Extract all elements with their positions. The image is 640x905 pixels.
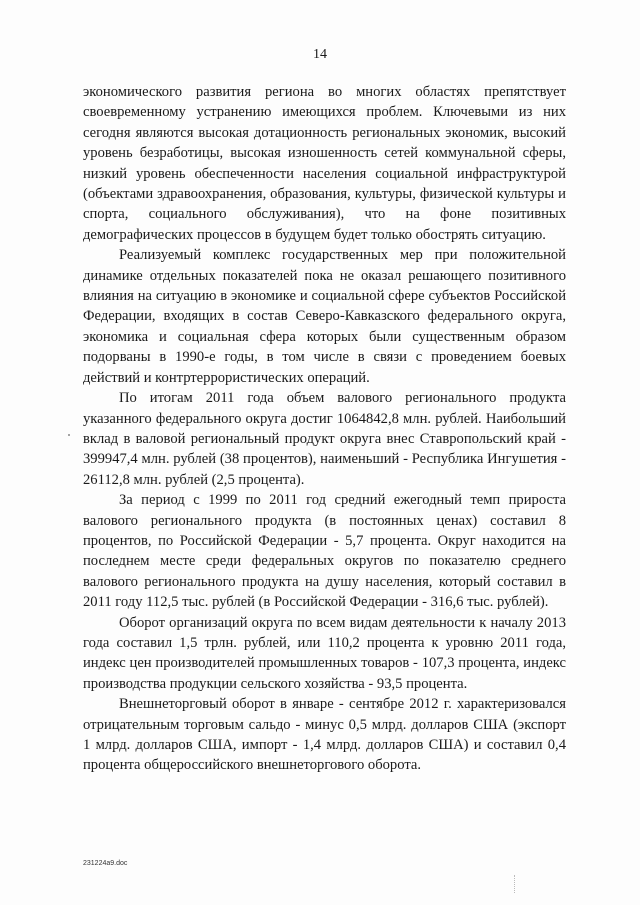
paragraph-continuation: экономического развития региона во многих областях препятствует своевременному устранению имеющихся проблем. Ключевыми из них сегодня являются высокая дотационность региональных экономик, высокий уровень безработицы, высокая изношенность сетей коммунальной сферы, низкий уровень обеспеченности населения социальной инфраструктурой (объектами здравоохранения, образования, культуры, физической культуры и спорта, социального обслуживания), что на фоне позитивных демографических процессов в будущем будет только обострять ситуацию. <box>83 84 566 243</box>
paragraph-foreign-trade: Внешнеторговый оборот в январе - сентябре 2012 г. характеризовался отрицательным торговым сальдо - минус 0,5 млрд. долларов США (экспорт 1 млрд. долларов США, импорт - 1,4 млрд. долларов США) и составил 0,4 процента общероссийского внешнеторгового оборота. <box>83 696 566 774</box>
margin-dot <box>68 434 70 436</box>
scan-mark <box>514 875 521 893</box>
document-body <box>83 82 566 776</box>
paragraph-turnover: Оборот организаций округа по всем видам деятельности к началу 2013 года составил 1,5 трлн. рублей, или 110,2 процента к уровню 2011 года, индекс цен производителей промышленных товаров - 107,3 процента, индекс производства продукции сельского хозяйства - 93,5 процента. <box>83 614 566 692</box>
paragraph-growth-rate: За период с 1999 по 2011 год средний ежегодный темп прироста валового регионального продукта (в постоянных ценах) составил 8 процентов, по Российской Федерации - 5,7 процента. Округ находится на последнем месте среди федеральных округов по показателю среднего валового регионального продукта на душу населения, который составил в 2011 году 112,5 тыс. рублей (в Российской Федерации - 316,6 тыс. рублей). <box>83 492 566 611</box>
paragraph-state-measures: Реализуемый комплекс государственных мер при положительной динамике отдельных показателей пока не оказал решающего позитивного влияния на ситуацию в экономике и социальной сфере субъектов Российской Федерации, входящих в состав Северо-Кавказского федерального округа, экономика и социальная сфера которых были существенным образом подорваны в 1990-е годы, в том числе в связи с проведением боевых действий и контртеррористических операций. <box>83 247 566 386</box>
file-name-footer: 231224a9.doc <box>83 860 128 867</box>
paragraph-grp-2011: По итогам 2011 года объем валового регионального продукта указанного федерального округа достиг 1064842,8 млн. рублей. Наибольший вклад в валовой региональный продукт округа внес Ставропольский край - 399947,4 млн. рублей (38 процентов), наименьший - Республика Ингушетия - 26112,8 млн. рублей (2,5 процента). <box>83 390 566 488</box>
page-number: 14 <box>313 47 327 62</box>
